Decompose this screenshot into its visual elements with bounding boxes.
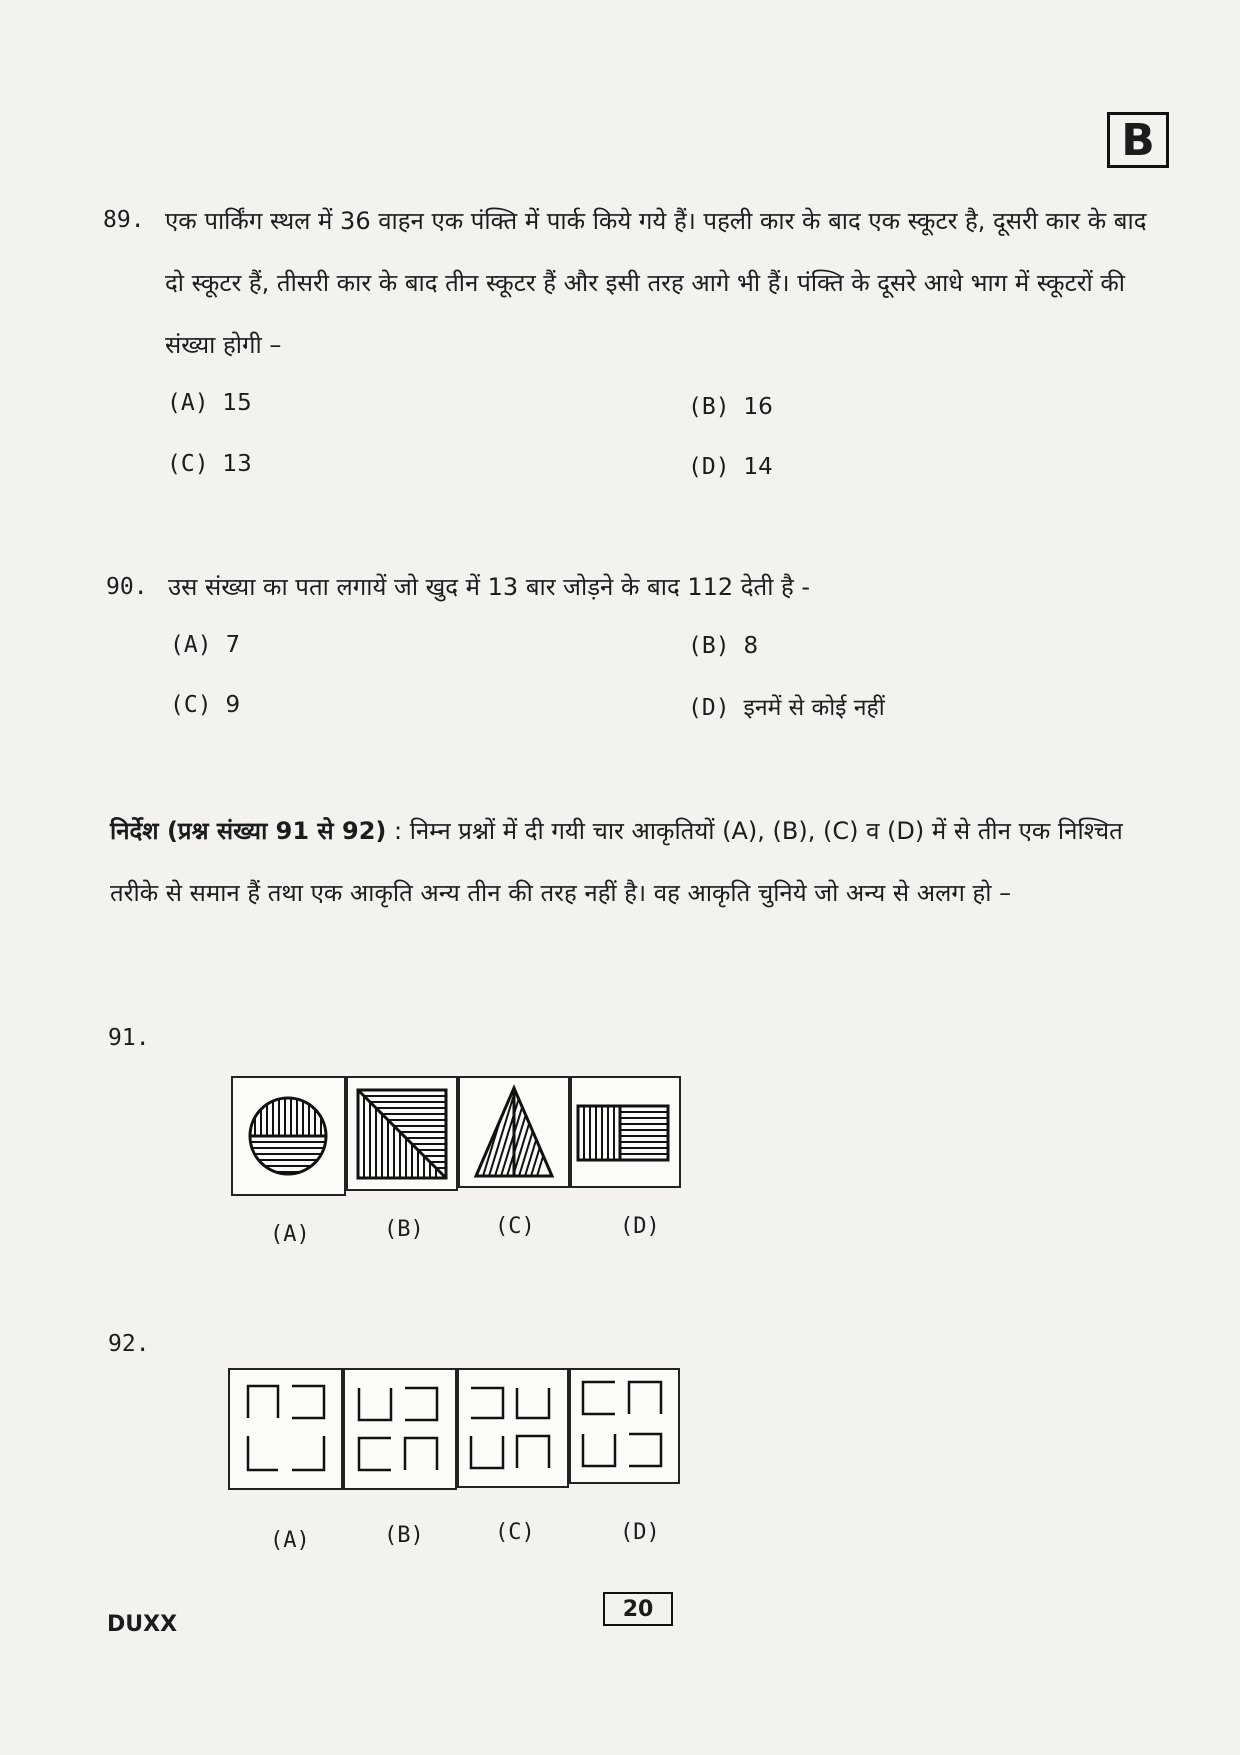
option-label: (A) — [167, 390, 209, 416]
figure-92-b-label: (B) — [384, 1523, 424, 1548]
series-badge: B — [1107, 112, 1169, 168]
question-92-figures — [228, 1368, 680, 1490]
option-value: इनमें से कोई नहीं — [743, 695, 885, 721]
figure-91-b[interactable] — [346, 1076, 458, 1191]
question-89-number: 89. — [103, 207, 145, 233]
question-89-text: एक पार्किंग स्थल में 36 वाहन एक पंक्ति में पार्क किये गये हैं। पहली कार के बाद एक स्कूटर है, दूसरी कार के बाद दो स्कूटर हैं, तीसरी कार के बाद तीन स्कूटर हैं और इसी तरह आगे भी हैं। पंक्ति के दूसरे आधे भाग में स्कूटरों की संख्या होगी – — [165, 207, 1147, 359]
question-91-figures — [231, 1076, 681, 1196]
figure-92-c-label: (C) — [495, 1520, 535, 1545]
figure-92-c[interactable] — [457, 1368, 569, 1488]
option-label: (A) — [170, 632, 212, 658]
figure-92-b[interactable] — [343, 1368, 457, 1490]
booklet-code: DUXX — [107, 1612, 178, 1637]
question-89-option-c[interactable] — [167, 451, 252, 477]
figure-91-d[interactable] — [570, 1076, 681, 1188]
figure-91-d-label: (D) — [620, 1214, 660, 1239]
direction-lead: निर्देश (प्रश्न संख्या 91 से 92) — [110, 817, 387, 845]
page-number: 20 — [603, 1592, 673, 1626]
question-89-option-b[interactable] — [688, 394, 773, 420]
question-91-number: 91. — [108, 1025, 150, 1051]
question-92-labels — [0, 1520, 1240, 1558]
figure-92-a[interactable] — [228, 1368, 343, 1490]
question-90-option-c[interactable] — [170, 692, 240, 718]
question-90-option-b[interactable] — [688, 633, 758, 659]
option-value: 16 — [743, 394, 773, 420]
option-label: (C) — [167, 451, 209, 477]
option-value: 15 — [222, 390, 252, 416]
question-92-number: 92. — [108, 1331, 150, 1357]
question-89-option-d[interactable] — [688, 454, 773, 480]
figure-91-c-label: (C) — [495, 1214, 535, 1239]
option-label: (B) — [688, 394, 730, 420]
option-value: 8 — [743, 633, 759, 659]
figure-91-a[interactable] — [231, 1076, 346, 1196]
figure-92-d[interactable] — [569, 1368, 680, 1484]
figure-91-b-label: (B) — [384, 1217, 424, 1242]
option-label: (C) — [170, 692, 212, 718]
figure-92-d-label: (D) — [620, 1520, 660, 1545]
option-label: (D) — [688, 454, 730, 480]
direction-text: : निम्न प्रश्नों में दी गयी चार आकृतियों (A), (B), (C) व (D) में से तीन एक निश्चित तरीके से समान हैं तथा एक आकृति अन्य तीन की तरह नहीं है। वह आकृति चुनिये जो अन्य से अलग हो – — [110, 817, 1123, 907]
question-90-option-a[interactable] — [170, 632, 240, 658]
question-90-text: उस संख्या का पता लगायें जो खुद में 13 बार जोड़ने के बाद 112 देती है - — [168, 573, 811, 601]
direction-block — [110, 800, 1170, 924]
question-90-option-d[interactable] — [688, 690, 885, 722]
question-89-option-a[interactable] — [167, 390, 252, 416]
option-value: 7 — [225, 632, 241, 658]
figure-92-a-label: (A) — [270, 1528, 310, 1553]
question-91-labels — [0, 1214, 1240, 1252]
option-value: 14 — [743, 454, 773, 480]
figure-91-c[interactable] — [458, 1076, 570, 1188]
question-90-number: 90. — [106, 574, 148, 600]
option-value: 9 — [225, 692, 241, 718]
figure-91-a-label: (A) — [270, 1222, 310, 1247]
option-value: 13 — [222, 451, 252, 477]
option-label: (D) — [688, 695, 730, 721]
option-label: (B) — [688, 633, 730, 659]
